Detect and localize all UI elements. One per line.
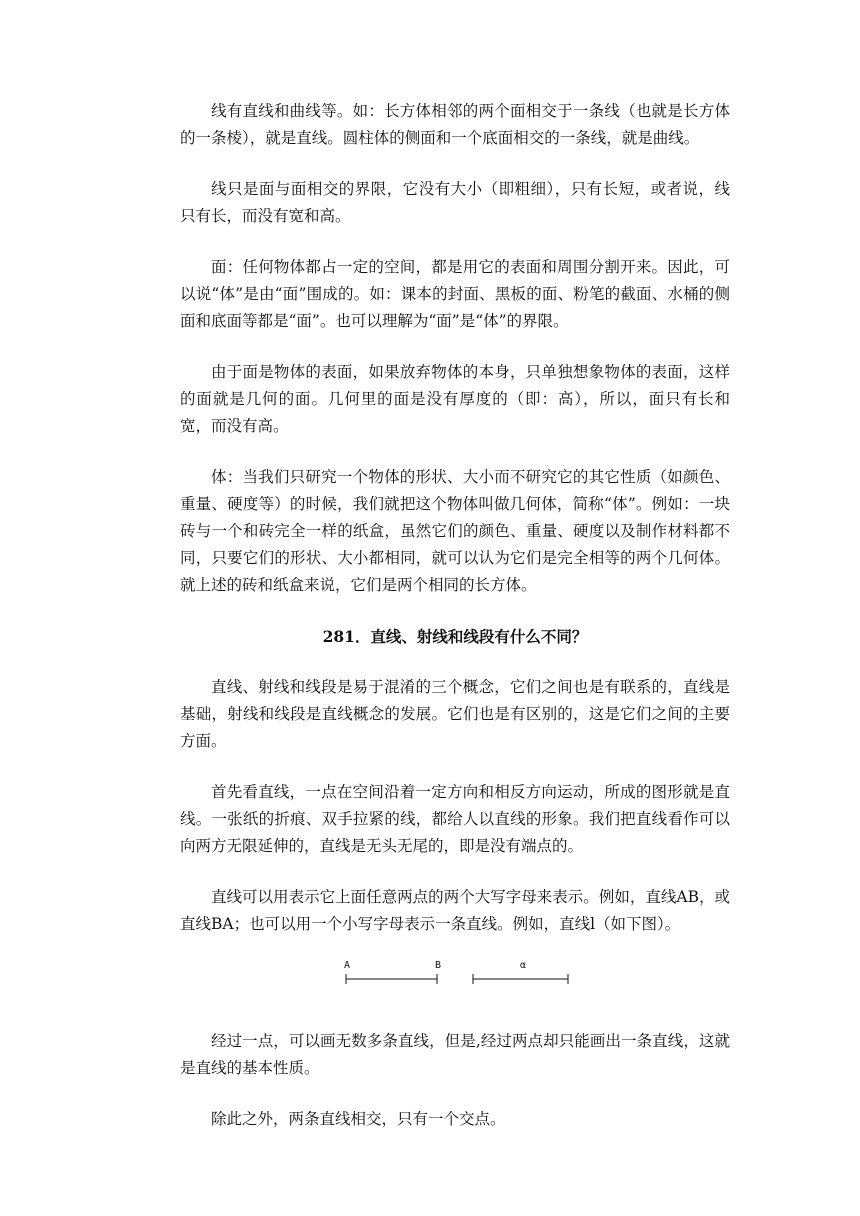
line-ab [346, 974, 437, 984]
paragraph-lines-types: 线有直线和曲线等。如：长方体相邻的两个面相交于一条线（也就是长方体的一条棱），就是直线。圆柱体的侧面和一个底面相交的一条线，就是曲线。 [180, 102, 730, 147]
section-heading: 281．直线、射线和线段有什么不同？ [322, 627, 588, 646]
line-alpha [473, 974, 568, 984]
paragraph-solid: 体：当我们只研究一个物体的形状、大小而不研究它的其它性质（如颜色、重量、硬度等）的时候，我们就把这个物体叫做几何体，简称“体”。例如：一块砖与一个和砖完全一样的纸盒，虽然它们的颜色、重量、硬度以及制作材料都不同，只要它们的形状、大小都相同，就可以认为它们是完全相等的两个几何体。就上述的砖和纸盒来说，它们是两个相同的长方体。 [180, 468, 730, 594]
paragraph-line-boundary: 线只是面与面相交的界限，它没有大小（即粗细），只有长短，或者说，线只有长，而没有宽和高。 [180, 180, 730, 225]
paragraph-intersection: 除此之外，两条直线相交，只有一个交点。 [211, 1110, 506, 1128]
point-a-label: A [344, 960, 351, 971]
paragraph-geometric-surface: 由于面是物体的表面，如果放弃物体的本身，只单独想象物体的表面，这样的面就是几何的面。几何里的面是没有厚度的（即：高），所以，面只有长和宽，而没有高。 [180, 363, 730, 435]
line-figure [180, 958, 730, 1020]
document-body [180, 98, 730, 1157]
line-figure-svg [340, 958, 580, 992]
paragraph-notation: 直线可以用表示它上面任意两点的两个大写字母来表示。例如，直线AB，或直线BA；也可以用一个小写字母表示一条直线。例如，直线l（如下图）。 [180, 888, 730, 933]
paragraph-straight-line: 首先看直线，一点在空间沿着一定方向和相反方向运动，所成的图形就是直线。一张纸的折痕、双手拉紧的线，都给人以直线的形象。我们把直线看作可以向两方无限延伸的，直线是无头无尾的，即是没有端点的。 [180, 783, 730, 855]
paragraph-concepts: 直线、射线和线段是易于混淆的三个概念，它们之间也是有联系的，直线是基础，射线和线段是直线概念的发展。它们也是有区别的，这是它们之间的主要方面。 [180, 678, 730, 750]
line-alpha-label: α [520, 960, 527, 971]
paragraph-basic-property: 经过一点，可以画无数多条直线，但是,经过两点却只能画出一条直线，这就是直线的基本性质。 [180, 1032, 730, 1077]
point-b-label: B [435, 960, 442, 971]
paragraph-surface: 面：任何物体都占一定的空间，都是用它的表面和周围分割开来。因此，可以说“体”是由“面”围成的。如：课本的封面、黑板的面、粉笔的截面、水桶的侧面和底面等都是“面”。也可以理解为“面”是“体”的界限。 [180, 258, 730, 330]
